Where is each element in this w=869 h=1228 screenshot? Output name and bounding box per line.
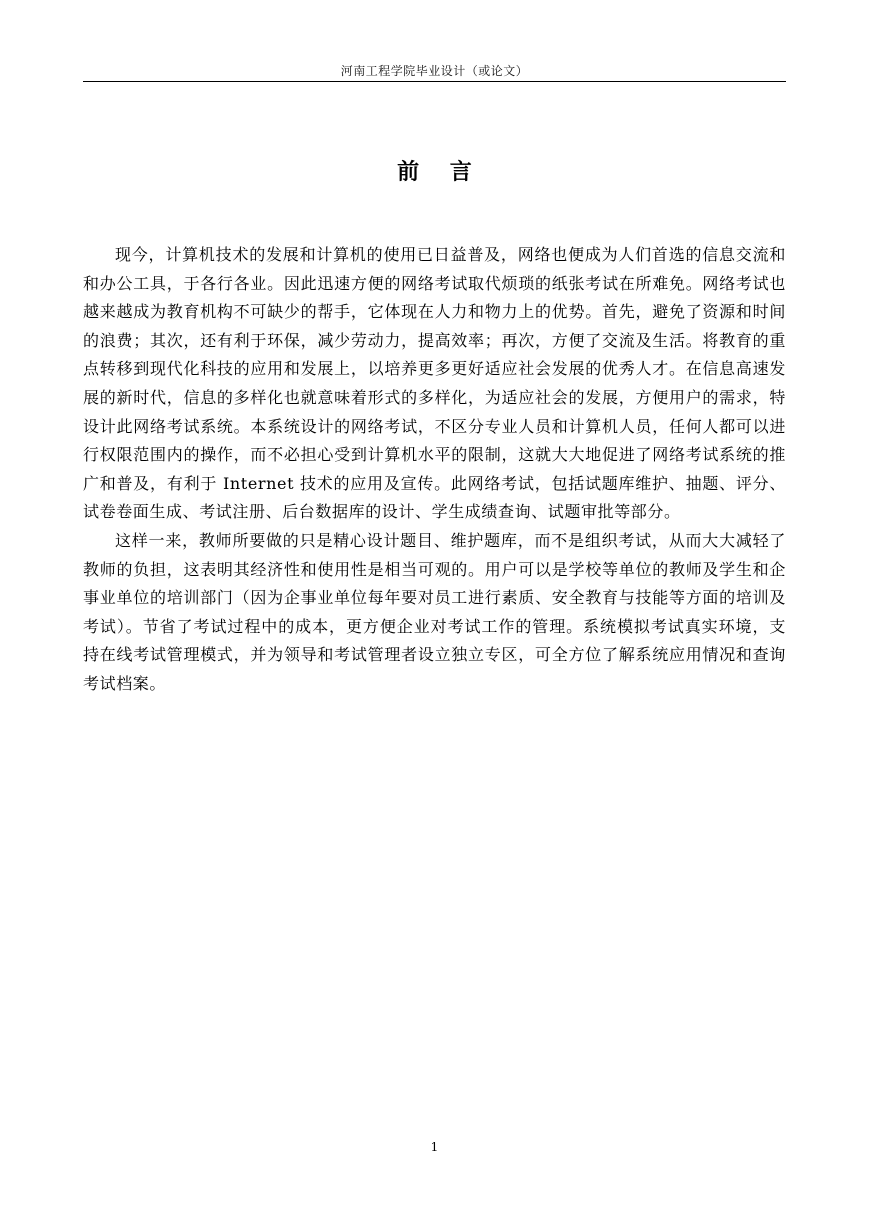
header-rule (83, 81, 786, 82)
paragraph-1: 现今，计算机技术的发展和计算机的使用已日益普及，网络也便成为人们首选的信息交流和和办公工具，于各行各业。因此迅速方便的网络考试取代烦琐的纸张考试在所难免。网络考试也越来越成为教育机构不可缺少的帮手，它体现在人力和物力上的优势。首先，避免了资源和时间的浪费；其次，还有利于环保，减少劳动力，提高效率；再次，方便了交流及生活。将教育的重点转移到现代化科技的应用和发展上，以培养更多更好适应社会发展的优秀人才。在信息高速发展的新时代，信息的多样化也就意味着形式的多样化，为适应社会的发展，方便用户的需求，特设计此网络考试系统。本系统设计的网络考试，不区分专业人员和计算机人员，任何人都可以进行权限范围内的操作，而不必担心受到计算机水平的限制，这就大大地促进了网络考试系统的推广和普及，有利于 Internet 技术的应用及宣传。此网络考试，包括试题库维护、抽题、评分、试卷卷面生成、考试注册、后台数据库的设计、学生成绩查询、试题审批等部分。 (83, 245, 786, 522)
page-number: 1 (430, 1140, 439, 1154)
body-text (83, 241, 786, 699)
page-title: 前 言 (397, 159, 472, 185)
paragraph-2: 这样一来，教师所要做的只是精心设计题目、维护题库，而不是组织考试，从而大大减轻了教师的负担，这表明其经济性和使用性是相当可观的。用户可以是学校等单位的教师及学生和企事业单位的培训部门（因为企事业单位每年要对员工进行素质、安全教育与技能等方面的培训及考试）。节省了考试过程中的成本，更方便企业对考试工作的管理。系统模拟考试真实环境，支持在线考试管理模式，并为领导和考试管理者设立独立专区，可全方位了解系统应用情况和查询考试档案。 (83, 530, 786, 693)
running-header: 河南工程学院毕业设计（或论文） (340, 64, 529, 78)
